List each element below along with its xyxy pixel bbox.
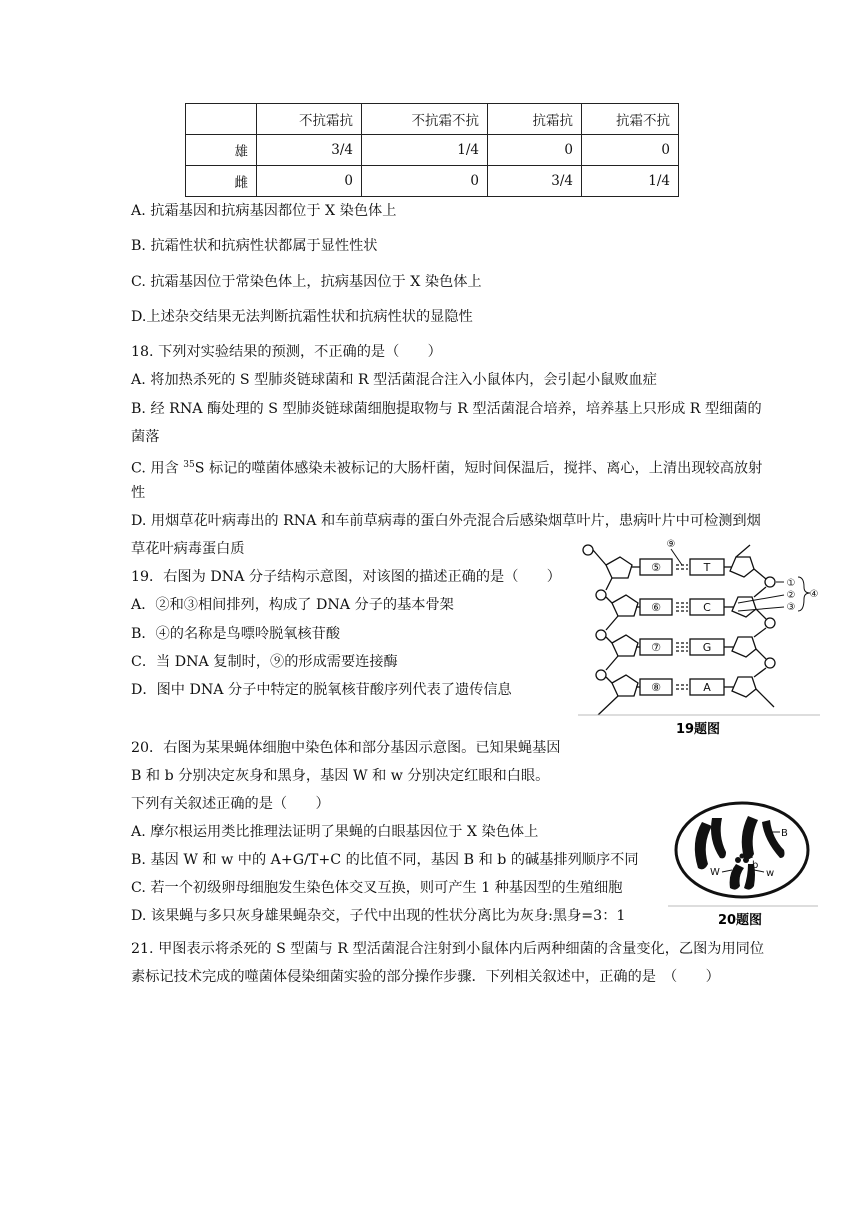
q19-option-c: C．当 DNA 复制时，⑨的形成需要连接酶	[131, 654, 398, 670]
dna-base-label: G	[702, 641, 712, 654]
q18-option-c-post: S 标记的噬菌体感染未被标记的大肠杆菌，短时间保温后，搅拌、离心，上清出现较高放射	[194, 460, 763, 477]
base-pairs	[632, 559, 734, 695]
table-header-cell: 不抗霜抗	[257, 104, 362, 135]
q17-option-a: A. 抗霜基因和抗病基因都位于 X 染色体上	[131, 203, 397, 219]
q20-stem-line1: 20．右图为某果蝇体细胞中染色体和部分基因示意图。已知果蝇基因	[131, 740, 561, 756]
dna-base-label: T	[703, 561, 711, 574]
q18-option-a: A. 将加热杀死的 S 型肺炎链球菌和 R 型活菌混合注入小鼠体内，会引起小鼠败血症	[131, 372, 657, 388]
table-row	[186, 166, 679, 197]
table-cell: 0	[582, 135, 679, 166]
table-cell: 1/4	[582, 166, 679, 197]
gene-label: w	[766, 868, 775, 879]
dna-left-label: ⑤	[651, 561, 661, 574]
q19-option-a: A．②和③相间排列，构成了 DNA 分子的基本骨架	[131, 597, 454, 613]
figure-caption: 19题图	[675, 722, 721, 737]
table-header-row	[186, 104, 679, 135]
q20-option-a: A. 摩尔根运用类比推理法证明了果蝇的白眼基因位于 X 染色体上	[131, 824, 539, 840]
q18-option-c-pre: C. 用含	[131, 460, 184, 477]
chromosome-figure	[668, 800, 818, 928]
dna-right-pointers	[738, 577, 810, 611]
q18-option-b-cont: 菌落	[131, 429, 160, 445]
q20-option-b: B. 基因 W 和 w 中的 A+G/T+C 的比值不同，基因 B 和 b 的碱基排列顺序不同	[131, 852, 639, 868]
dna-top-pointer	[671, 549, 682, 565]
q17-option-d: D.上述杂交结果无法判断抗霜性状和抗病性状的显隐性	[131, 309, 473, 325]
dna-right-label: ②	[786, 590, 796, 601]
q19-stem: 19．右图为 DNA 分子结构示意图，对该图的描述正确的是（ ）	[131, 569, 561, 585]
q18-isotope-sup: 35	[183, 460, 195, 470]
dna-base-label: A	[703, 681, 711, 694]
table-row-label: 雌	[186, 166, 257, 197]
q21-stem-line1: 21. 甲图表示将杀死的 S 型菌与 R 型活菌混合注射到小鼠体内后两种细菌的含量变化，乙图为用同位	[131, 941, 765, 957]
q19-option-d: D．图中 DNA 分子中特定的脱氧核苷酸序列代表了遗传信息	[131, 682, 512, 698]
table-cell: 3/4	[488, 166, 582, 197]
table-cell: 3/4	[257, 135, 362, 166]
q18-option-c	[131, 455, 762, 479]
gene-label: B	[781, 828, 788, 839]
q18-option-b: B. 经 RNA 酶处理的 S 型肺炎链球菌细胞提取物与 R 型活菌混合培养，培养基上只形成 R 型细菌的	[131, 401, 762, 417]
table-header-cell: 抗霜不抗	[582, 104, 679, 135]
q20-stem-line3: 下列有关叙述正确的是（ ）	[131, 796, 330, 812]
table-cell: 1/4	[362, 135, 488, 166]
q18-option-d: D. 用烟草花叶病毒出的 RNA 和车前草病毒的蛋白外壳混合后感染烟草叶片，患病叶片中可检测到烟	[131, 513, 761, 529]
genetics-result-table	[185, 103, 679, 197]
dna-left-label: ⑧	[651, 681, 661, 694]
q18-stem: 18. 下列对实验结果的预测，不正确的是（ ）	[131, 344, 442, 360]
gene-label: W	[710, 867, 720, 878]
dna-right-label: ③	[786, 602, 796, 613]
dna-left-label: ⑦	[651, 641, 661, 654]
table-cell: 0	[362, 166, 488, 197]
dna-top-label: ⑨	[666, 539, 676, 550]
q17-option-b: B. 抗霜性状和抗病性状都属于显性性状	[131, 238, 378, 254]
q20-stem-line2: B 和 b 分别决定灰身和黑身，基因 W 和 w 分别决定红眼和白眼。	[131, 768, 550, 784]
table-row	[186, 135, 679, 166]
table-header-cell: 不抗霜不抗	[362, 104, 488, 135]
table-cell: 0	[257, 166, 362, 197]
q17-option-c: C. 抗霜基因位于常染色体上，抗病基因位于 X 染色体上	[131, 274, 482, 290]
table-header-cell	[186, 104, 257, 135]
q18-option-c-cont: 性	[131, 485, 146, 501]
figure-caption: 20题图	[717, 913, 763, 928]
table-cell: 0	[488, 135, 582, 166]
dna-structure-figure	[578, 535, 820, 740]
q18-option-d-cont: 草花叶病毒蛋白质	[131, 541, 245, 557]
q20-option-d: D. 该果蝇与多只灰身雄果蝇杂交，子代中出现的性状分离比为灰身:黑身=3：1	[131, 908, 626, 924]
gene-label: b	[752, 860, 759, 871]
dna-right-label: ④	[809, 589, 819, 600]
dna-base-label: C	[703, 601, 711, 614]
q20-option-c: C. 若一个初级卵母细胞发生染色体交叉互换，则可产生 1 种基因型的生殖细胞	[131, 880, 623, 896]
q21-stem-line2: 素标记技术完成的噬菌体侵染细菌实验的部分操作步骤．下列相关叙述中，正确的是 （ ）	[131, 969, 720, 985]
table-row-label: 雄	[186, 135, 257, 166]
q19-option-b: B．④的名称是鸟嘌呤脱氧核苷酸	[131, 626, 341, 642]
dna-right-label: ①	[786, 578, 796, 589]
dna-left-label: ⑥	[651, 601, 661, 614]
table-header-cell: 抗霜抗	[488, 104, 582, 135]
